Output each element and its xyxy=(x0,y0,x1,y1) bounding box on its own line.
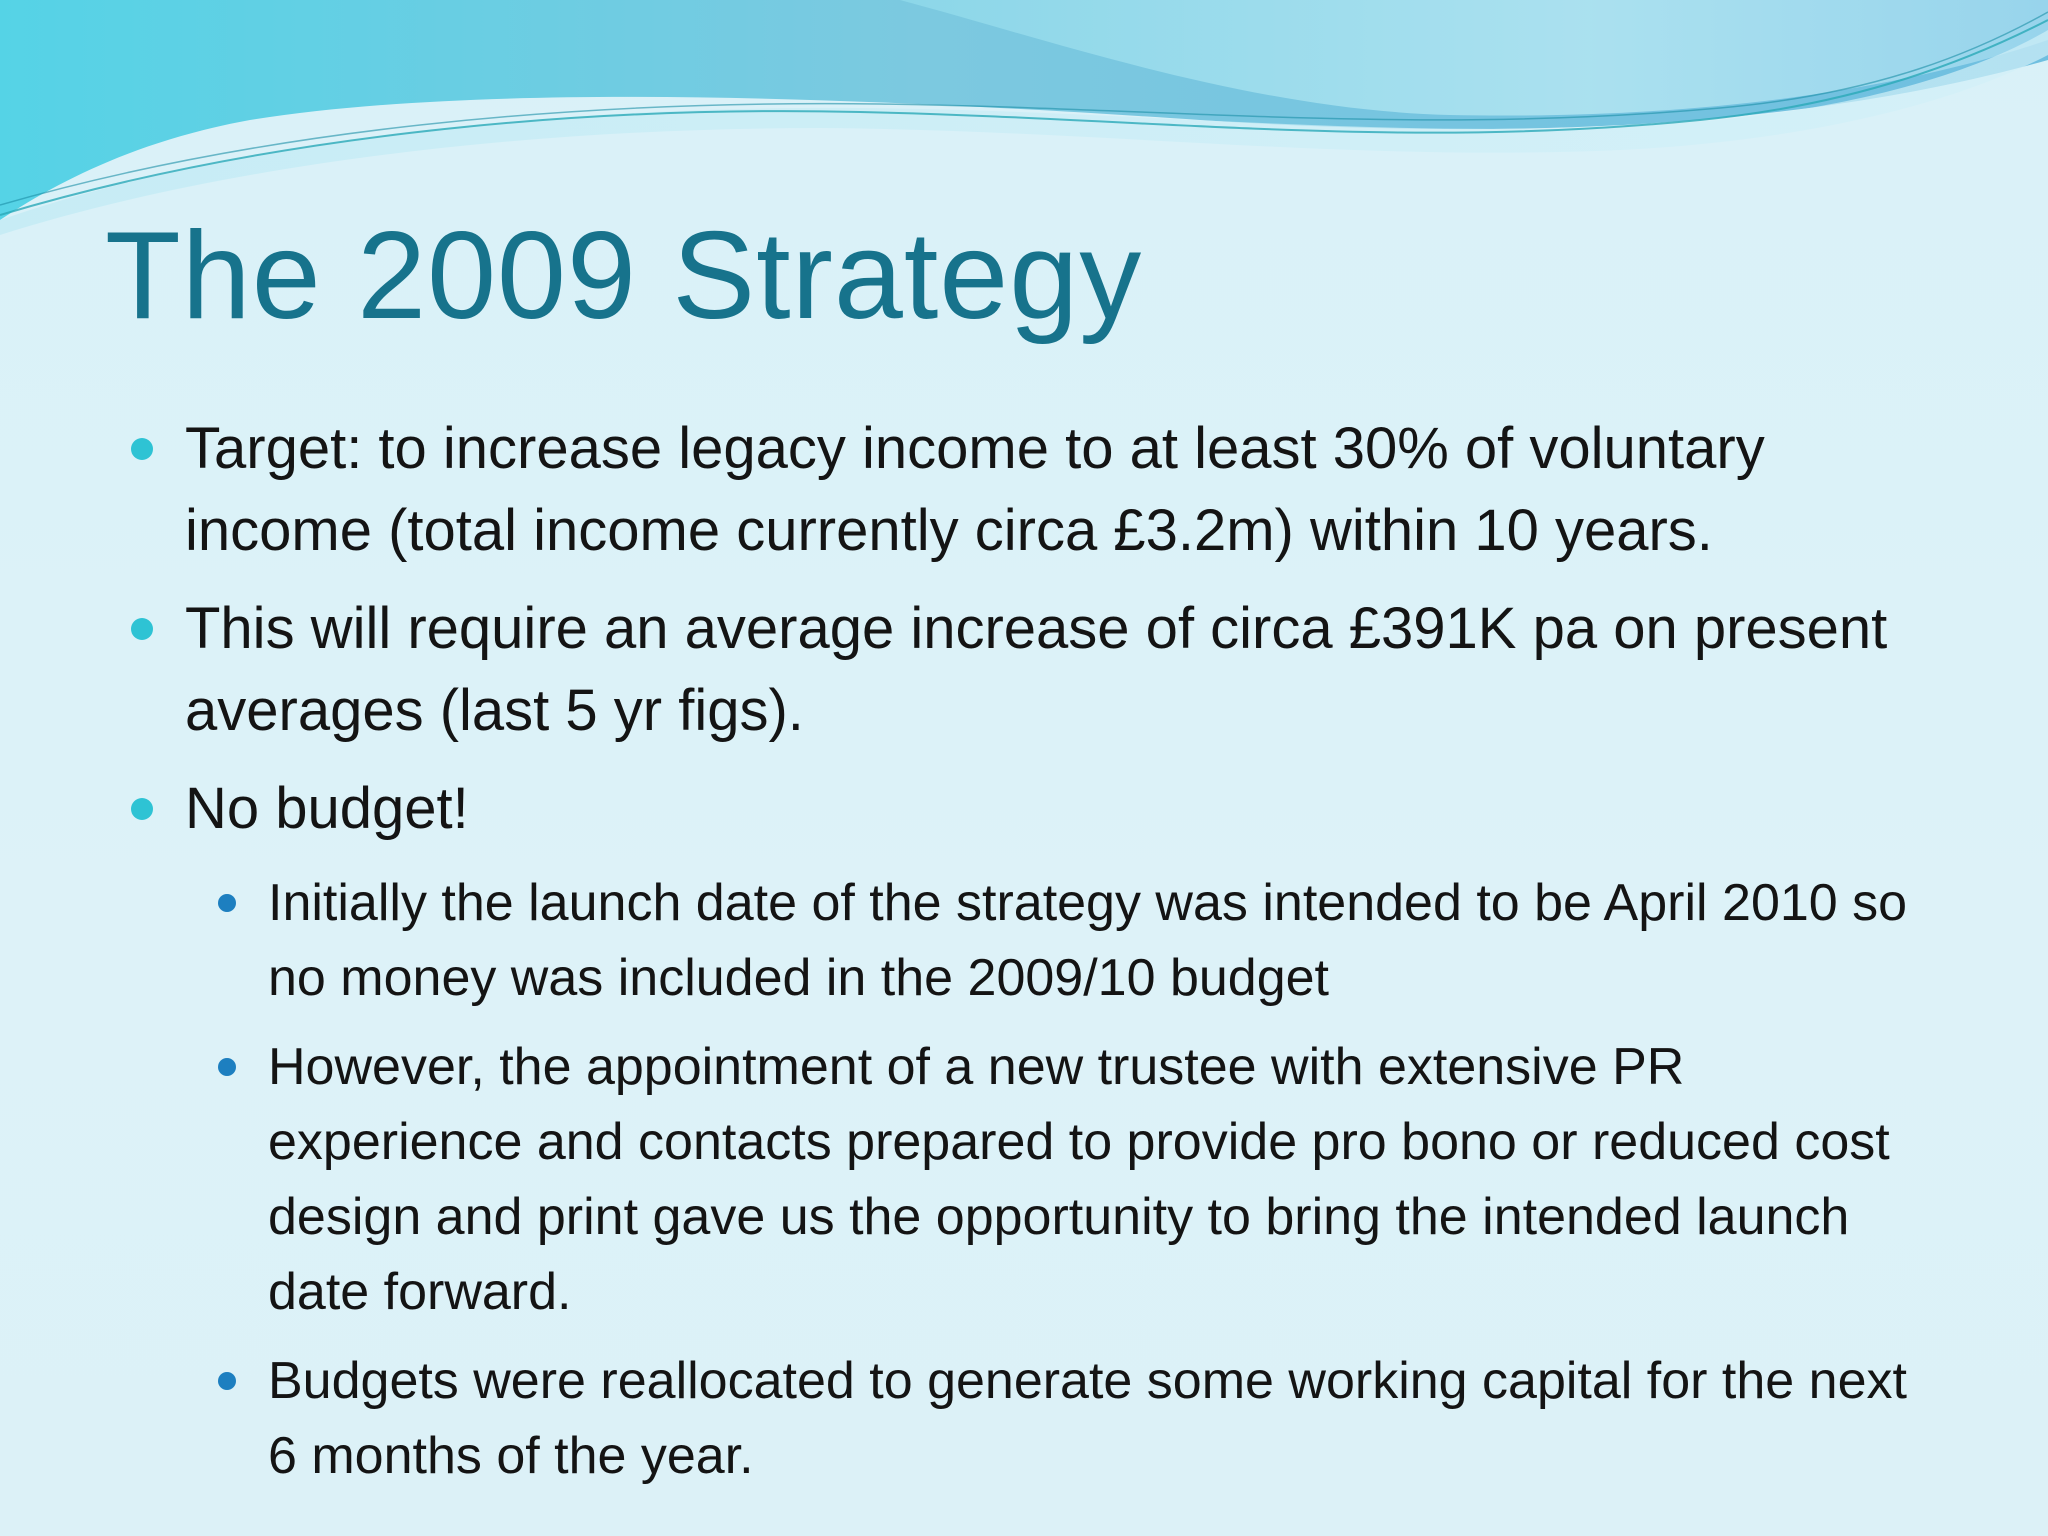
sub-bullet-text: Budgets were reallocated to generate some working capital for the next 6 months of the year. xyxy=(268,1352,1907,1485)
decorative-wave-header xyxy=(0,0,2048,240)
bullet-item xyxy=(185,588,1925,752)
sub-bullet-item xyxy=(268,1030,1928,1330)
slide-title: The 2009 Strategy xyxy=(105,207,1143,345)
bullet-item xyxy=(185,768,1925,850)
sub-bullet-item xyxy=(268,866,1928,1016)
sub-bullet-dot-icon xyxy=(218,1058,236,1076)
sub-bullet-text: However, the appointment of a new trustee with extensive PR experience and contacts prepared to provide pro bono or reduced cost design and print gave us the opportunity to bring the intended launch date forward. xyxy=(268,1038,1890,1321)
bullet-item xyxy=(185,408,1925,572)
bullet-list xyxy=(0,408,2048,1508)
sub-bullet-dot-icon xyxy=(218,1372,236,1390)
sub-bullet-item xyxy=(268,1344,1928,1494)
sub-bullet-list xyxy=(0,866,2048,1494)
bullet-dot-icon xyxy=(131,438,153,460)
bullet-dot-icon xyxy=(131,618,153,640)
sub-bullet-dot-icon xyxy=(218,894,236,912)
bullet-dot-icon xyxy=(131,798,153,820)
bullet-text: Target: to increase legacy income to at least 30% of voluntary income (total income currently circa £3.2m) within 10 years. xyxy=(185,416,1765,563)
bullet-text: This will require an average increase of circa £391K pa on present averages (last 5 yr figs). xyxy=(185,596,1888,743)
sub-bullet-text: Initially the launch date of the strategy was intended to be April 2010 so no money was included in the 2009/10 budget xyxy=(268,874,1908,1007)
bullet-text: No budget! xyxy=(185,776,469,841)
